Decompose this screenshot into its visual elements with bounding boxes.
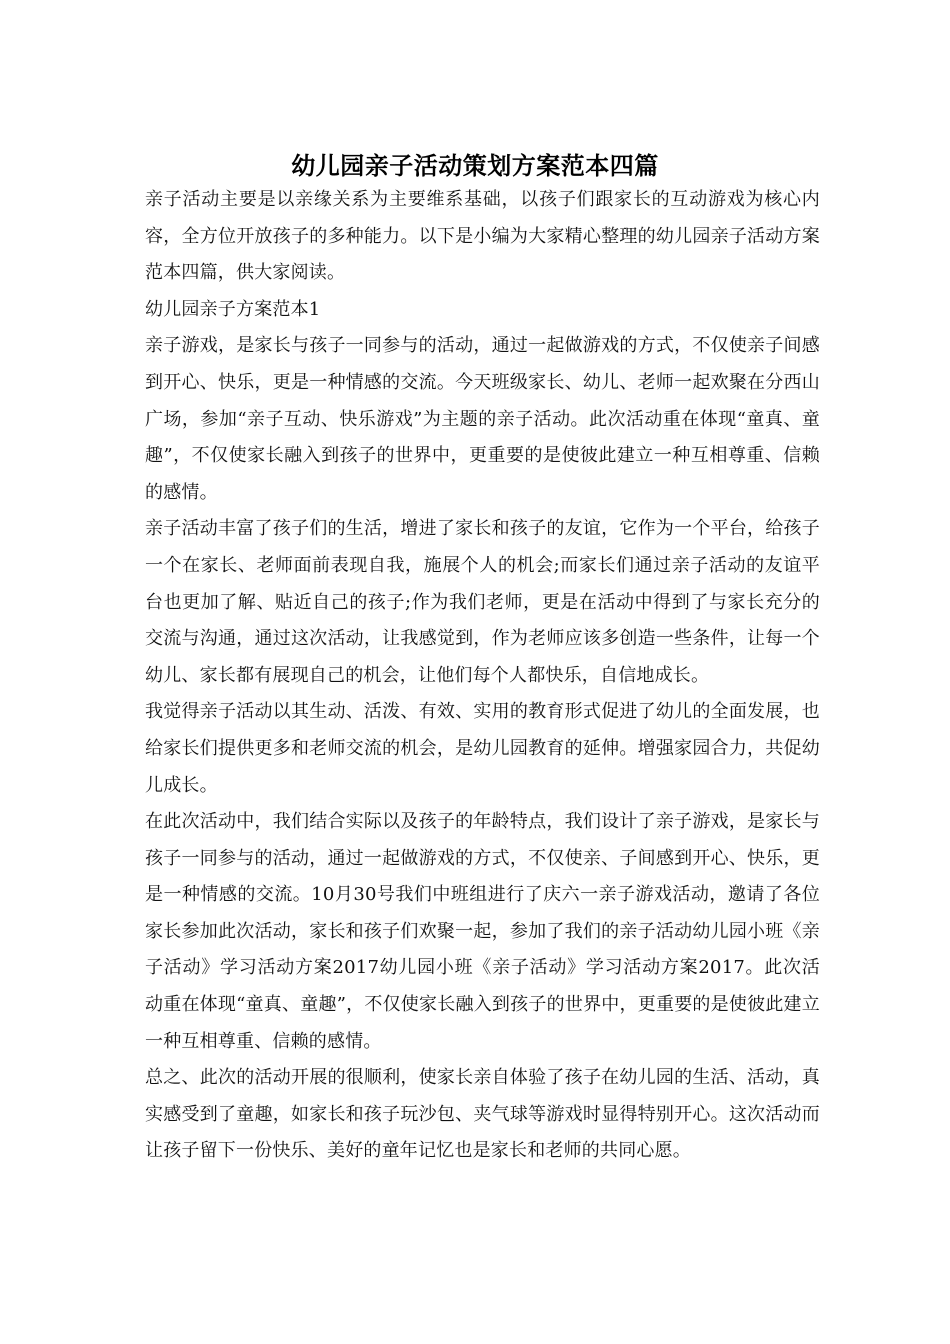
body-paragraph: 亲子游戏，是家长与孩子一同参与的活动，通过一起做游戏的方式，不仅使亲子间感到开心、快乐，更是一种情感的交流。今天班级家长、幼儿、老师一起欢聚在分西山广场，参加“亲子互动、快乐游戏”为主题的亲子活动。此次活动重在体现“童真、童趣”，不仅使家长融入到孩子的世界中，更重要的是使彼此建立一种互相尊重、信赖的感情。 [145, 335, 820, 503]
body-paragraph: 在此次活动中，我们结合实际以及孩子的年龄特点，我们设计了亲子游戏，是家长与孩子一同参与的活动，通过一起做游戏的方式，不仅使亲、子间感到开心、快乐，更是一种情感的交流。10月30号我们中班组进行了庆六一亲子游戏活动，邀请了各位家长参加此次活动，家长和孩子们欢聚一起，参加了我们的亲子活动幼儿园小班《亲子活动》学习活动方案2017幼儿园小班《亲子活动》学习活动方案2017。此次活动重在体现“童真、童趣”，不仅使家长融入到孩子的世界中，更重要的是使彼此建立一种互相尊重、信赖的感情。 [145, 811, 820, 1052]
body-paragraph: 亲子活动丰富了孩子们的生活，增进了家长和孩子的友谊，它作为一个平台，给孩子一个在家长、老师面前表现自我，施展个人的机会;而家长们通过亲子活动的友谊平台也更加了解、贴近自己的孩子;作为我们老师，更是在活动中得到了与家长充分的交流与沟通，通过这次活动，让我感觉到，作为老师应该多创造一些条件，让每一个幼儿、家长都有展现自己的机会，让他们每个人都快乐，自信地成长。 [145, 518, 820, 686]
document-title: 幼儿园亲子活动策划方案范本四篇 [291, 151, 659, 181]
body-paragraph: 总之、此次的活动开展的很顺利，使家长亲自体验了孩子在幼儿园的生活、活动，真实感受到了童趣，如家长和孩子玩沙包、夹气球等游戏时显得特别开心。这次活动而让孩子留下一份快乐、美好的童年记忆也是家长和老师的共同心愿。 [145, 1067, 820, 1162]
body-paragraph: 我觉得亲子活动以其生动、活泼、有效、实用的教育形式促进了幼儿的全面发展，也给家长们提供更多和老师交流的机会，是幼儿园教育的延伸。增强家园合力，共促幼儿成长。 [145, 701, 820, 796]
section-heading: 幼儿园亲子方案范本1 [145, 298, 321, 320]
document-body [145, 182, 820, 1170]
intro-paragraph: 亲子活动主要是以亲缘关系为主要维系基础，以孩子们跟家长的互动游戏为核心内容，全方位开放孩子的多种能力。以下是小编为大家精心整理的幼儿园亲子活动方案范本四篇，供大家阅读。 [145, 189, 820, 284]
